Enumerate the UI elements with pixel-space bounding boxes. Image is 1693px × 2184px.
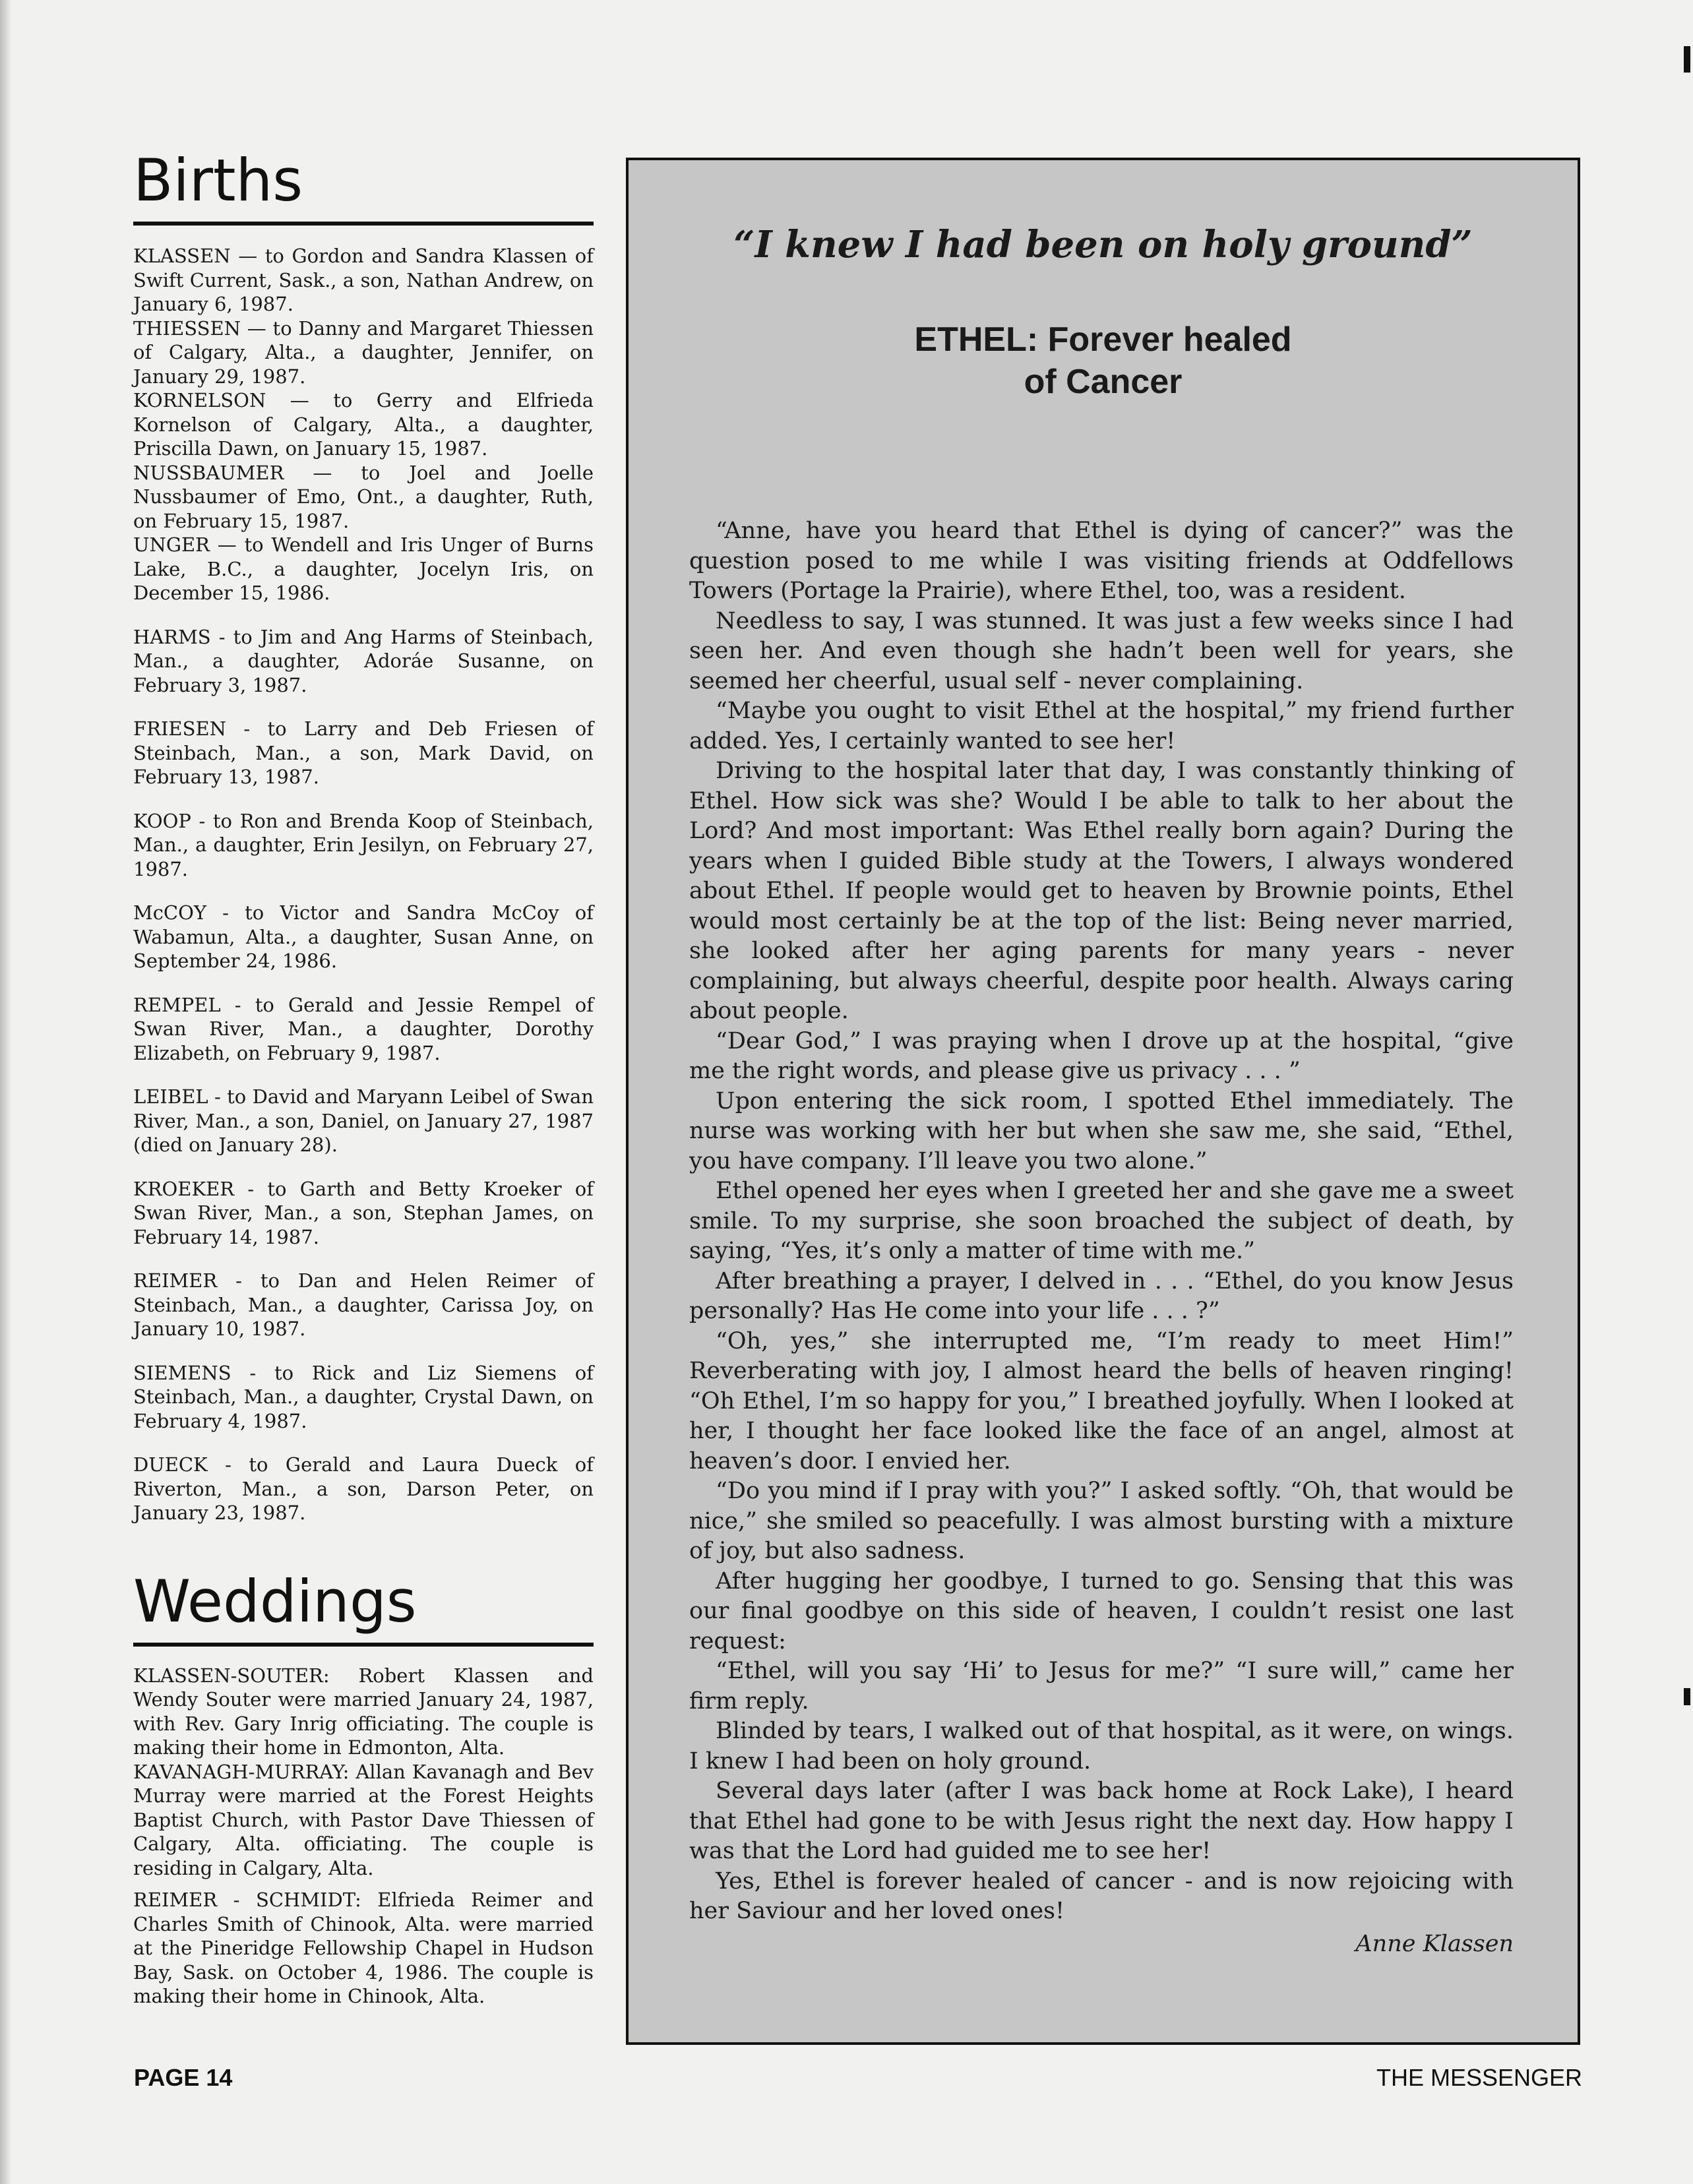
story-paragraph: “Do you mind if I pray with you?” I asked softly. “Oh, that would be nice,” she smiled so peacefully. I was almost bursting with a mixture of joy, but also sadness. xyxy=(689,1478,1514,1564)
weddings-list xyxy=(133,1664,594,2009)
story-paragraph: Several days later (after I was back home at Rock Lake), I heard that Ethel had gone to be with Jesus right the next day. How happy I was that the Lord had guided me to see her! xyxy=(689,1778,1514,1864)
story-subtitle xyxy=(629,318,1578,403)
birth-entry: UNGER — to Wendell and Iris Unger of Burns Lake, B.C., a daughter, Jocelyn Iris, on December 15, 1986. xyxy=(133,533,594,604)
wedding-entry: KAVANAGH-MURRAY: Allan Kavanagh and Bev Murray were married at the Forest Heights Baptist Church, with Pastor Dave Thiessen of Calgary, Alta. officiating. The couple is residing in Calgary, Alta. xyxy=(133,1760,594,1879)
birth-entry: FRIESEN - to Larry and Deb Friesen of Steinbach, Man., a son, Mark David, on February 13, 1987. xyxy=(133,717,594,788)
birth-entry: McCOY - to Victor and Sandra McCoy of Wabamun, Alta., a daughter, Susan Anne, on September 24, 1986. xyxy=(133,901,594,972)
announcements-column xyxy=(133,146,594,2009)
story-body xyxy=(689,516,1514,1959)
story-paragraph: Ethel opened her eyes when I greeted her and she gave me a sweet smile. To my surprise, she soon broached the subject of death, by saying, “Yes, it’s only a matter of time with me.” xyxy=(689,1178,1514,1264)
wedding-entry: REIMER - SCHMIDT: Elfrieda Reimer and Charles Smith of Chinook, Alta. were married at the Pineridge Fellowship Chapel in Hudson Bay, Sask. on October 4, 1986. The couple is making their home in Chinook, Alta. xyxy=(133,1889,594,2007)
weddings-heading: Weddings xyxy=(133,1573,594,1647)
page-number: PAGE 14 xyxy=(134,2064,233,2091)
birth-entry: LEIBEL - to David and Maryann Leibel of Swan River, Man., a son, Daniel, on January 27, 1987 (died on January 28). xyxy=(133,1085,594,1156)
story-paragraph: After hugging her goodbye, I turned to go. Sensing that this was our final goodbye on this side of heaven, I couldn’t resist one last request: xyxy=(689,1567,1514,1654)
story-title: “I knew I had been on holy ground” xyxy=(733,223,1473,266)
births-heading: Births xyxy=(133,152,594,226)
births-list xyxy=(133,244,594,1525)
birth-entry: REIMER - to Dan and Helen Reimer of Steinbach, Man., a daughter, Carissa Joy, on January 10, 1987. xyxy=(133,1269,594,1340)
birth-entry: NUSSBAUMER — to Joel and Joelle Nussbaumer of Emo, Ont., a daughter, Ruth, on February 15, 1987. xyxy=(133,461,594,532)
publication-name: THE MESSENGER xyxy=(1376,2064,1582,2091)
page-binding-edge xyxy=(0,0,12,2184)
birth-entry: REMPEL - to Gerald and Jessie Rempel of Swan River, Man., a daughter, Dorothy Elizabeth, on February 9, 1987. xyxy=(133,993,594,1064)
story-paragraph: “Dear God,” I was praying when I drove up at the hospital, “give me the right words, and please give us privacy . . . ” xyxy=(689,1027,1514,1084)
story-paragraph: Needless to say, I was stunned. It was just a few weeks since I had seen her. And even though she hadn’t been well for years, she seemed her cheerful, usual self - never complaining. xyxy=(689,607,1514,694)
birth-entry: KLASSEN — to Gordon and Sandra Klassen of Swift Current, Sask., a son, Nathan Andrew, on January 6, 1987. xyxy=(133,245,594,315)
story-byline: Anne Klassen xyxy=(1355,1930,1514,1957)
birth-entry: HARMS - to Jim and Ang Harms of Steinbach, Man., a daughter, Adoráe Susanne, on February 3, 1987. xyxy=(133,625,594,696)
story-paragraph: Yes, Ethel is forever healed of cancer - and is now rejoicing with her Saviour and her loved ones! xyxy=(689,1867,1514,1924)
birth-entry: THIESSEN — to Danny and Margaret Thiessen of Calgary, Alta., a daughter, Jennifer, on January 29, 1987. xyxy=(133,317,594,388)
story-paragraph: Driving to the hospital later that day, I was constantly thinking of Ethel. How sick was she? Would I be able to talk to her about the Lord? And most important: Was Ethel really born again? During the years when I guided Bible study at the Towers, I always wondered about Ethel. If people would get to heaven by Brownie points, Ethel would most certainly be at the top of the list: Being never married, she looked after her aging parents for many years - never complaining, but always cheerful, despite poor health. Always caring about people. xyxy=(689,758,1514,1024)
story-subtitle-line-2: of Cancer xyxy=(1024,363,1183,401)
birth-entry: KOOP - to Ron and Brenda Koop of Steinbach, Man., a daughter, Erin Jesilyn, on February 27, 1987. xyxy=(133,809,594,880)
story-paragraph: After breathing a prayer, I delved in . . . “Ethel, do you know Jesus personally? Has He come into your life . . . ?” xyxy=(689,1267,1514,1324)
birth-entry: DUECK - to Gerald and Laura Dueck of Riverton, Man., a son, Darson Peter, on January 23, 1987. xyxy=(133,1453,594,1524)
registration-mark xyxy=(1684,46,1690,73)
birth-entry: KORNELSON — to Gerry and Elfrieda Kornelson of Calgary, Alta., a daughter, Priscilla Dawn, on January 15, 1987. xyxy=(133,389,594,460)
story-paragraph: Upon entering the sick room, I spotted Ethel immediately. The nurse was working with her but when she saw me, she said, “Ethel, you have company. I’ll leave you two alone.” xyxy=(689,1087,1514,1174)
story-paragraph: Blinded by tears, I walked out of that hospital, as it were, on wings. I knew I had been on holy ground. xyxy=(689,1718,1514,1774)
birth-entry: SIEMENS - to Rick and Liz Siemens of Steinbach, Man., a daughter, Crystal Dawn, on February 4, 1987. xyxy=(133,1361,594,1432)
wedding-entry: KLASSEN-SOUTER: Robert Klassen and Wendy Souter were married January 24, 1987, with Rev. Gary Inrig officiating. The couple is making their home in Edmonton, Alta. xyxy=(133,1664,594,1759)
registration-mark xyxy=(1684,1688,1690,1705)
story-paragraph: “Maybe you ought to visit Ethel at the hospital,” my friend further added. Yes, I certainly wanted to see her! xyxy=(689,698,1514,754)
story-paragraph: “Anne, have you heard that Ethel is dying of cancer?” was the question posed to me while I was visiting friends at Oddfellows Towers (Portage la Prairie), where Ethel, too, was a resident. xyxy=(689,518,1514,604)
story-paragraph: “Oh, yes,” she interrupted me, “I’m ready to meet Him!” Reverberating with joy, I almost heard the bells of heaven ringing! “Oh Ethel, I’m so happy for you,” I breathed joyfully. When I looked at her, I thought her face looked like the face of an angel, almost at heaven’s door. I envied her. xyxy=(689,1327,1514,1474)
story-paragraph: “Ethel, will you say ‘Hi’ to Jesus for me?” “I sure will,” came her firm reply. xyxy=(689,1658,1514,1714)
story-box xyxy=(626,158,1580,2045)
story-subtitle-line-1: ETHEL: Forever healed xyxy=(914,320,1292,359)
birth-entry: KROEKER - to Garth and Betty Kroeker of Swan River, Man., a son, Stephan James, on February 14, 1987. xyxy=(133,1177,594,1248)
